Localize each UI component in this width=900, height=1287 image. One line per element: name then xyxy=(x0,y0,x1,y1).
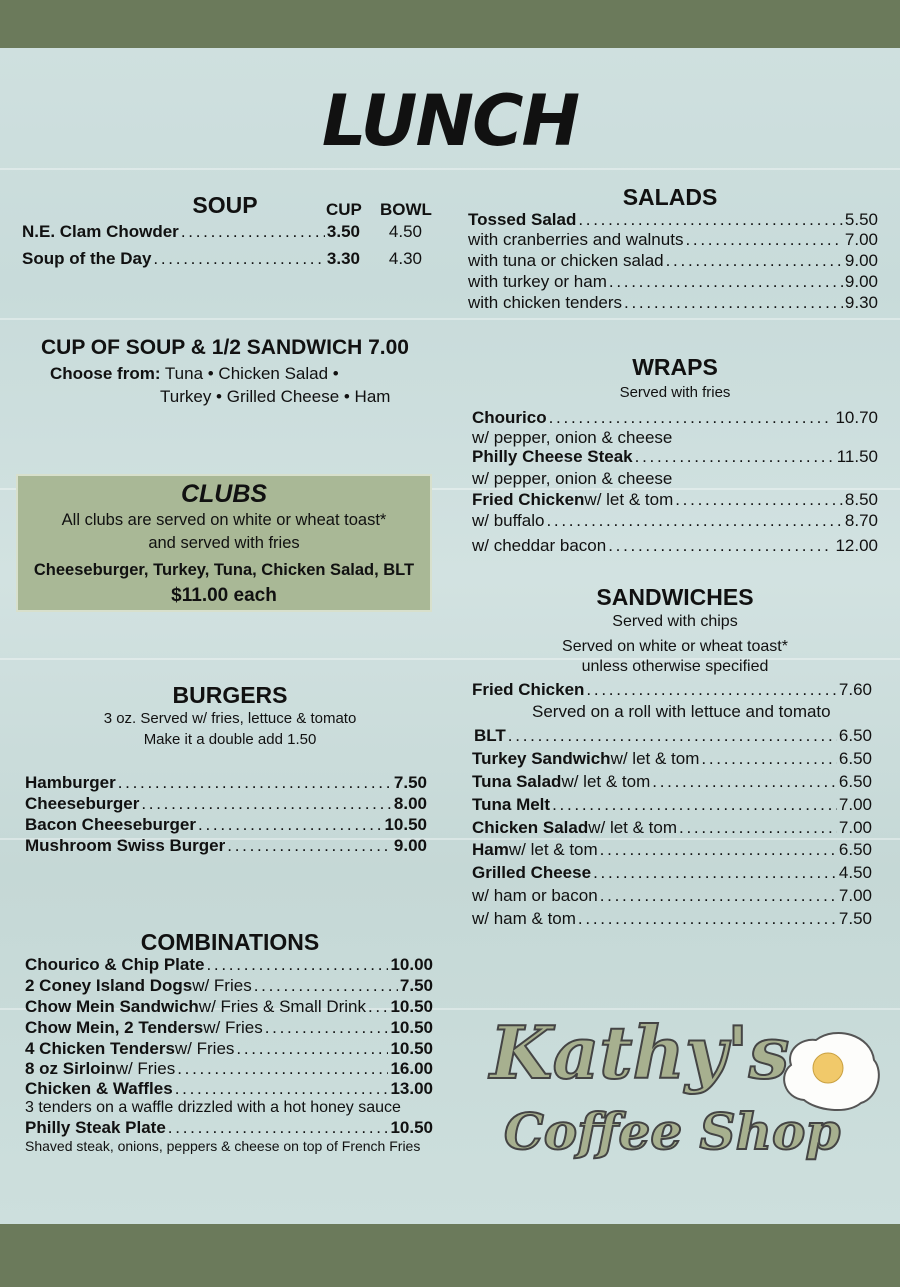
combinations-heading: COMBINATIONS xyxy=(140,929,320,955)
sandwiches-sub3: unless otherwise specified xyxy=(581,658,769,675)
list-item: Grilled Cheese . . . 4.50 xyxy=(472,863,872,883)
logo-line2: Coffee Shop xyxy=(504,1102,841,1161)
sandwiches-sub2: Served on white or wheat toast* xyxy=(562,638,788,655)
wrap-note: w/ pepper, onion & cheese xyxy=(472,469,673,488)
soup-item: Soup of the Day . . . 3.30 4.30 xyxy=(22,249,422,269)
list-item: 2 Coney Island Dogs w/ Fries . . . 7.50 xyxy=(25,976,433,996)
burgers-sub1: 3 oz. Served w/ fries, lettuce & tomato xyxy=(103,710,357,727)
soup-sandwich-choose-line2: Turkey • Grilled Cheese • Ham xyxy=(160,387,391,406)
page-title: LUNCH xyxy=(321,80,579,162)
soup-col-bowl: BOWL xyxy=(380,200,432,219)
list-item: Mushroom Swiss Burger . . . 9.00 xyxy=(25,836,427,856)
list-item: Bacon Cheeseburger . . . 10.50 xyxy=(25,815,427,835)
list-item: Fried Chicken . . . 7.60 xyxy=(472,680,872,700)
kathys-logo xyxy=(486,1010,886,1180)
list-item: Philly Steak Plate . . . 10.50 xyxy=(25,1118,433,1138)
list-item: Cheeseburger . . . 8.00 xyxy=(25,794,427,814)
list-item: 8 oz Sirloin w/ Fries . . . 16.00 xyxy=(25,1059,433,1079)
list-item: w/ cheddar bacon . . . 12.00 xyxy=(472,536,878,556)
clubs-line2: and served with fries xyxy=(148,534,300,552)
wraps-heading: WRAPS xyxy=(632,354,718,380)
soup-heading: SOUP xyxy=(192,192,258,218)
clubs-price: $11.00 each xyxy=(171,585,277,606)
clubs-line1: All clubs are served on white or wheat toast* xyxy=(61,511,387,529)
logo-line1: Kathy's xyxy=(490,1010,790,1095)
list-item: w/ buffalo . . . 8.70 xyxy=(472,511,878,531)
list-item: Hamburger . . . 7.50 xyxy=(25,773,427,793)
list-item: Tossed Salad . . . 5.50 xyxy=(468,210,878,230)
clubs-options: Cheeseburger, Turkey, Tuna, Chicken Salad, BLT xyxy=(33,561,415,579)
list-item: w/ ham & tom . . . 7.50 xyxy=(472,909,872,929)
list-item: Chicken Salad w/ let & tom . . . 7.00 xyxy=(472,818,872,838)
list-item: Philly Cheese Steak . . . 11.50 xyxy=(472,447,878,467)
list-item: Chow Mein Sandwich w/ Fries & Small Drink . . . 10.50 xyxy=(25,997,433,1017)
list-item: with turkey or ham . . . 9.00 xyxy=(468,272,878,292)
list-item: w/ ham or bacon . . . 7.00 xyxy=(472,886,872,906)
list-item: Fried Chicken w/ let & tom . . . 8.50 xyxy=(472,490,878,510)
list-item: Chourico & Chip Plate . . . 10.00 xyxy=(25,955,433,975)
wrap-note: w/ pepper, onion & cheese xyxy=(472,428,673,447)
philly-note: Shaved steak, onions, peppers & cheese on top of French Fries xyxy=(25,1138,421,1154)
soup-col-cup: CUP xyxy=(326,200,362,219)
list-item: 4 Chicken Tenders w/ Fries . . . 10.50 xyxy=(25,1039,433,1059)
clubs-heading: CLUBS xyxy=(180,480,268,508)
list-item: with chicken tenders . . . 9.30 xyxy=(468,293,878,313)
list-item: Ham w/ let & tom . . . 6.50 xyxy=(472,840,872,860)
list-item: Chicken & Waffles . . . 13.00 xyxy=(25,1079,433,1099)
list-item: Tuna Salad w/ let & tom . . . 6.50 xyxy=(472,772,872,792)
top-band xyxy=(0,0,900,48)
clubs-box xyxy=(16,474,432,612)
soup-sandwich-choose: Choose from: Tuna • Chicken Salad • xyxy=(50,364,339,383)
waffle-note: 3 tenders on a waffle drizzled with a hot honey sauce xyxy=(25,1099,401,1116)
soup-sandwich-heading: CUP OF SOUP & 1/2 SANDWICH 7.00 xyxy=(41,336,409,359)
list-item: BLT . . . 6.50 xyxy=(474,726,872,746)
burgers-heading: BURGERS xyxy=(172,682,288,708)
list-item: Chow Mein, 2 Tenders w/ Fries . . . 10.50 xyxy=(25,1018,433,1038)
sandwiches-heading: SANDWICHES xyxy=(596,584,754,610)
list-item: Chourico . . . 10.70 xyxy=(472,408,878,428)
sandwiches-sub1: Served with chips xyxy=(612,613,738,630)
list-item: Tuna Melt . . . 7.00 xyxy=(472,795,872,815)
wraps-sub: Served with fries xyxy=(619,384,731,401)
list-item: with cranberries and walnuts . . . 7.00 xyxy=(468,230,878,250)
salads-heading: SALADS xyxy=(622,184,718,210)
list-item: Turkey Sandwich w/ let & tom . . . 6.50 xyxy=(472,749,872,769)
bottom-band xyxy=(0,1224,900,1287)
burgers-sub2: Make it a double add 1.50 xyxy=(143,731,317,748)
list-item: with tuna or chicken salad . . . 9.00 xyxy=(468,251,878,271)
fried-note: Served on a roll with lettuce and tomato xyxy=(532,702,831,721)
soup-item: N.E. Clam Chowder . . . 3.50 4.50 xyxy=(22,222,422,242)
